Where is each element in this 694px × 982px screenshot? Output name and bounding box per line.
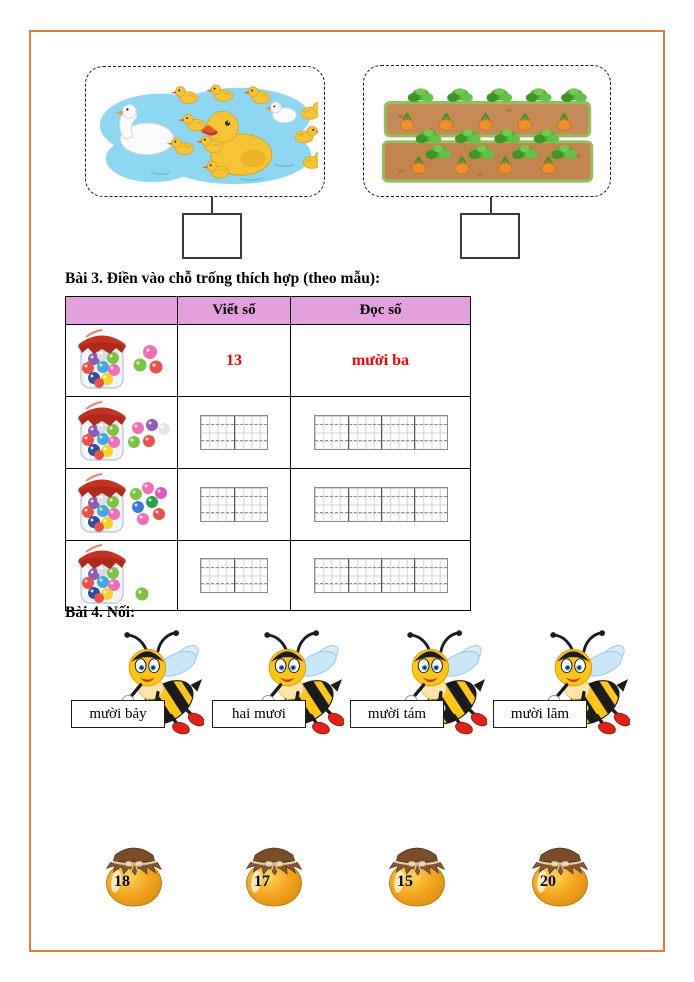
candy-jar-image-2	[66, 397, 178, 469]
doc-so-input-cell[interactable]	[291, 469, 471, 541]
number-word-sign[interactable]: mười lăm	[493, 700, 587, 728]
table-row	[66, 469, 471, 541]
honey-jar[interactable]	[101, 838, 167, 910]
candy-jar-image-4	[66, 541, 178, 611]
writing-grid-4cell[interactable]	[314, 487, 448, 522]
viet-so-input-cell[interactable]	[178, 469, 291, 541]
honey-jar[interactable]	[527, 838, 593, 910]
exercise3-table	[65, 296, 471, 611]
number-word-sign[interactable]: hai mươi	[212, 700, 306, 728]
header-image-column	[66, 297, 178, 325]
header-doc-so: Đọc số	[291, 297, 471, 325]
honey-jar-number: 18	[114, 873, 130, 890]
duck-pond-box	[85, 66, 325, 197]
honey-jar-number: 20	[540, 873, 556, 890]
doc-so-input-cell[interactable]	[291, 541, 471, 611]
writing-grid-2cell[interactable]	[200, 558, 268, 593]
viet-so-input-cell[interactable]	[178, 541, 291, 611]
carrot-garden-box	[363, 65, 611, 197]
duck-count-answer-box[interactable]	[182, 213, 242, 259]
carrot-count-answer-box[interactable]	[460, 213, 520, 259]
writing-grid-4cell[interactable]	[314, 415, 448, 450]
table-row	[66, 397, 471, 469]
exercise3-title: Bài 3. Điền vào chỗ trống thích hợp (theo mẫu):	[65, 270, 381, 287]
carrot-garden-image	[371, 73, 603, 189]
honey-jar[interactable]	[384, 838, 450, 910]
doc-so-input-cell[interactable]	[291, 397, 471, 469]
carrot-box-connector-line	[490, 197, 492, 213]
candy-jar-image-1	[66, 325, 178, 397]
exercise4-title: Bài 4. Nối:	[65, 604, 136, 621]
honey-jar-number: 15	[397, 873, 413, 890]
table-row	[66, 541, 471, 611]
candy-jar-image-3	[66, 469, 178, 541]
writing-grid-4cell[interactable]	[314, 558, 448, 593]
writing-grid-2cell[interactable]	[200, 415, 268, 450]
header-viet-so: Viết số	[178, 297, 291, 325]
doc-so-example: mười ba	[291, 325, 471, 397]
table-row	[66, 325, 471, 397]
viet-so-example: 13	[178, 325, 291, 397]
writing-grid-2cell[interactable]	[200, 487, 268, 522]
number-word-sign[interactable]: mười tám	[350, 700, 444, 728]
table-header-row	[66, 297, 471, 325]
duck-pond-image	[92, 73, 318, 191]
honey-jar[interactable]	[241, 838, 307, 910]
viet-so-input-cell[interactable]	[178, 397, 291, 469]
number-word-sign[interactable]: mười bảy	[71, 700, 165, 728]
duck-box-connector-line	[211, 197, 213, 213]
honey-jar-number: 17	[254, 873, 270, 890]
